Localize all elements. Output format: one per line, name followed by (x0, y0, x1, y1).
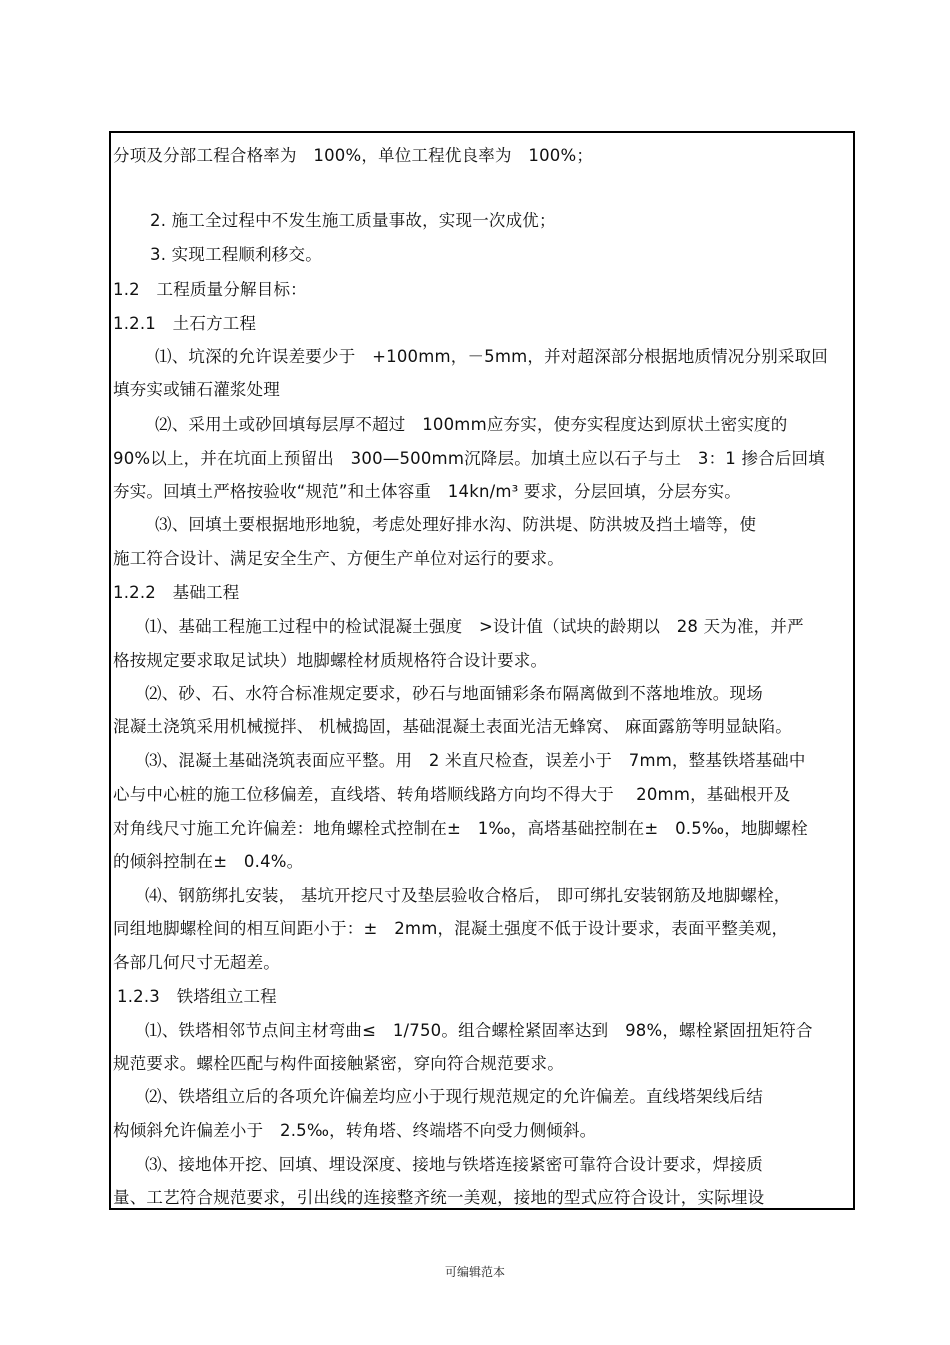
text-line: ⑴、基础工程施工过程中的检试混凝土强度 >设计值（试块的龄期以 28 天为准，并严 (145, 617, 804, 636)
text-line: ⑷、钢筋绑扎安装， 基坑开挖尺寸及垫层验收合格后， 即可绑扎安装钢筋及地脚螺栓， (145, 886, 791, 905)
text-line: 构倾斜允许偏差小于 2.5‰，转角塔、终端塔不向受力侧倾斜。 (113, 1121, 597, 1140)
text-line: ⑵、采用土或砂回填每层厚不超过 100mm应夯实，使夯实程度达到原状土密实度的 (155, 415, 788, 434)
text-line: 的倾斜控制在± 0.4%。 (113, 852, 304, 871)
text-line: 规范要求。螺栓匹配与构件面接触紧密，穿向符合规范要求。 (113, 1054, 564, 1073)
text-line: 混凝土浇筑采用机械搅拌、 机械捣固，基础混凝土表面光洁无蜂窝、 麻面露筋等明显缺陷。 (113, 717, 792, 736)
text-line: 心与中心桩的施工位移偏差，直线塔、转角塔顺线路方向均不得大于 20mm，基础根开及 (113, 785, 791, 804)
section-heading: 1.2.2 基础工程 (113, 583, 240, 602)
text-line: ⑶、回填土要根据地形地貌，考虑处理好排水沟、防洪堤、防洪坡及挡土墙等，使 (155, 515, 757, 534)
text-line: 各部几何尺寸无超差。 (113, 953, 280, 972)
text-line: ⑵、铁塔组立后的各项允许偏差均应小于现行规范规定的允许偏差。直线塔架线后结 (145, 1087, 763, 1106)
text-line: ⑵、砂、石、水符合标准规定要求，砂石与地面铺彩条布隔离做到不落地堆放。现场 (145, 684, 763, 703)
text-line: 2. 施工全过程中不发生施工质量事故，实现一次成优； (150, 211, 556, 230)
text-line: 格按规定要求取足试块）地脚螺栓材质规格符合设计要求。 (113, 651, 548, 670)
text-line: 夯实。回填土严格按验收“规范”和土体容重 14kn/m³ 要求，分层回填，分层夯实。 (113, 482, 741, 501)
text-line: 填夯实或铺石灌浆处理 (113, 380, 280, 399)
section-heading: 1.2 工程质量分解目标： (113, 280, 307, 299)
text-line: ⑴、铁塔相邻节点间主材弯曲≤ 1/750。组合螺栓紧固率达到 98%，螺栓紧固扭矩符合 (145, 1021, 813, 1040)
text-line: 同组地脚螺栓间的相互间距小于：± 2mm，混凝土强度不低于设计要求，表面平整美观， (113, 919, 789, 938)
text-line: 90%以上，并在坑面上预留出 300—500mm沉降层。加填土应以石子与土 3：1 掺合后回填 (113, 449, 825, 468)
section-heading: 1.2.3 铁塔组立工程 (117, 987, 277, 1006)
text-line: ⑶、接地体开挖、回填、埋设深度、接地与铁塔连接紧密可靠符合设计要求，焊接质 (145, 1155, 763, 1174)
text-line: 对角线尺寸施工允许偏差：地角螺栓式控制在± 1‰，高塔基础控制在± 0.5‰，地脚螺栓 (113, 819, 808, 838)
text-line: 施工符合设计、满足安全生产、方便生产单位对运行的要求。 (113, 549, 564, 568)
text-line: ⑴、坑深的允许误差要少于 +100mm，－5mm，并对超深部分根据地质情况分别采取回 (155, 347, 829, 366)
section-heading: 1.2.1 土石方工程 (113, 314, 257, 333)
text-line: 分项及分部工程合格率为 100%，单位工程优良率为 100%； (113, 146, 594, 165)
text-line: 3. 实现工程顺利移交。 (150, 245, 322, 264)
page-footer: 可编辑范本 (444, 1265, 505, 1279)
text-line: ⑶、混凝土基础浇筑表面应平整。用 2 米直尺检查，误差小于 7mm，整基铁塔基础中 (145, 751, 806, 770)
text-line: 量、工艺符合规范要求，引出线的连接整齐统一美观，接地的型式应符合设计，实际埋设 (113, 1188, 765, 1207)
